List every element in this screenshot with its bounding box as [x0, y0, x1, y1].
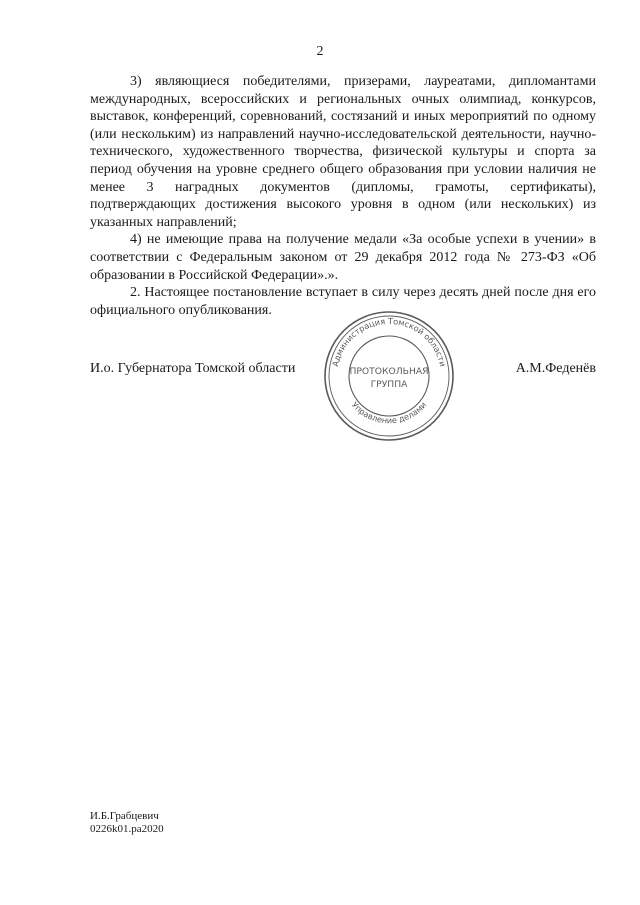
signatory-title: И.о. Губернатора Томской области [90, 361, 296, 376]
paragraph-item-4: 4) не имеющие права на получение медали «За особые успехи в учении» в соответствии с Федеральным законом от 29 декабря 2012 года № 273-ФЗ «Об образовании в Российской Федерации».». [90, 232, 596, 283]
stamp-ring-top-path: Администрация Томской области [329, 315, 449, 368]
stamp-center-line2: ГРУППА [370, 379, 408, 390]
paragraph-item-3: 3) являющиеся победителями, призерами, лауреатами, дипломантами международных, всероссийских и региональных очных олимпиад, конкурсов, выставок, конференций, соревнований, состязаний и иных мероприятий по одному (или нескольким) из направлений научно-исследовательской деятельности, научно-технического, художественного творчества, физической культуры и спорта за период обучения на уровне среднего общего образования при условии наличия не менее 3 наградных документов (дипломы, грамоты, сертификаты), подтверждающих достижения высокого уровня в одном (или нескольких) из указанных направлений; [90, 74, 596, 230]
official-stamp [320, 307, 458, 445]
footer-doc-code: 0226k01.pa2020 [90, 823, 164, 835]
signatory-name: А.М.Феденёв [515, 361, 596, 376]
page-number: 2 [316, 44, 324, 59]
stamp-ring-bottom-path: Управление делами [349, 399, 429, 426]
stamp-ring-bottom-text [350, 400, 428, 426]
paragraph-clause-2: 2. Настоящее постановление вступает в силу через десять дней после дня его официального опубликования. [90, 285, 596, 318]
footer-author: И.Б.Грабцевич [90, 810, 159, 822]
stamp-center-line1: ПРОТОКОЛЬНАЯ [349, 366, 429, 377]
document-footer [90, 810, 164, 836]
document-body [90, 73, 596, 319]
stamp-seal-icon [320, 307, 458, 445]
stamp-ring-top-text [330, 316, 448, 368]
